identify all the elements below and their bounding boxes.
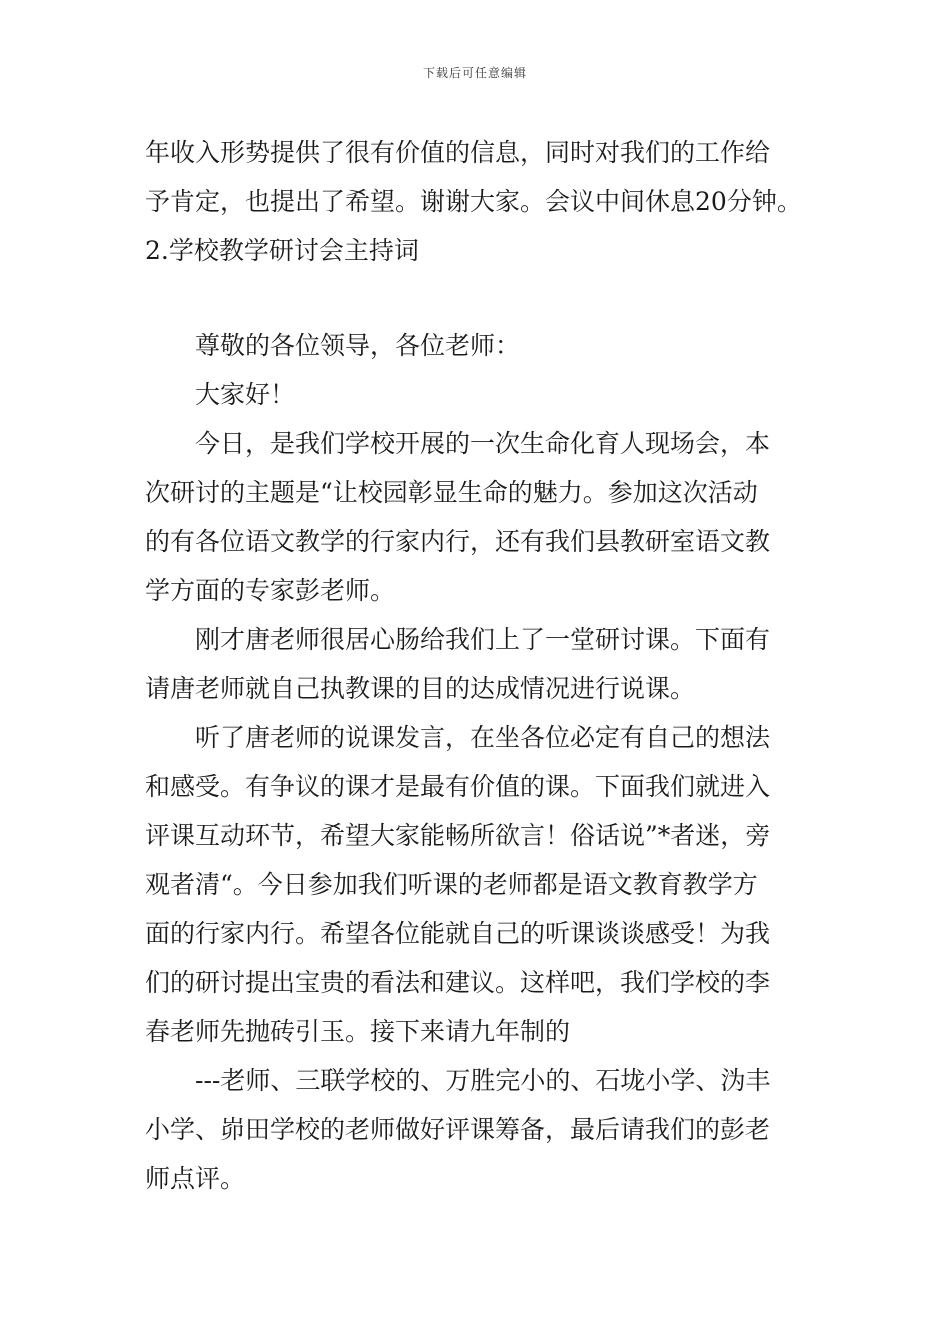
- text-line: 今日，是我们学校开展的一次生命化育人现场会，本: [195, 429, 771, 458]
- text-line: 评课互动环节，希望大家能畅所欲言！俗话说”*者迷，旁: [145, 821, 771, 850]
- greeting-line: 尊敬的各位领导，各位老师：: [195, 331, 521, 360]
- text-line: 面的行家内行。希望各位能就自己的听课谈谈感受！为我: [145, 919, 771, 948]
- text-line: 观者清“。今日参加我们听课的老师都是语文教育教学方: [145, 870, 758, 899]
- text-line: 刚才唐老师很居心肠给我们上了一堂研讨课。下面有: [195, 625, 771, 654]
- document-body: [145, 128, 815, 1203]
- spacer: [145, 275, 815, 321]
- text-line: 春老师先抛砖引玉。接下来请九年制的: [145, 1017, 571, 1046]
- paragraph-2: [145, 615, 815, 713]
- text-line: 请唐老师就自己执教课的目的达成情况进行说课。: [145, 674, 696, 703]
- section-heading: 2.学校教学研讨会主持词: [145, 236, 419, 265]
- text-line: 小学、峁田学校的老师做好评课筹备，最后请我们的彭老: [145, 1115, 771, 1144]
- text-line: 师点评。: [145, 1164, 246, 1193]
- text-line: 予肯定，也提出了希望。谢谢大家。会议中间休息20分钟。: [145, 187, 802, 216]
- paragraph-4: [145, 1056, 815, 1203]
- text-line: 年收入形势提供了很有价值的信息，同时对我们的工作给: [145, 138, 771, 167]
- text-line: 的有各位语文教学的行家内行，还有我们县教研室语文教: [145, 527, 771, 556]
- text-line: 学方面的专家彭老师。: [145, 576, 396, 605]
- paragraph-continuation: [145, 128, 815, 275]
- paragraph-3: [145, 713, 815, 1056]
- text-line: 次研讨的主题是“让校园彰显生命的魅力。参加这次活动: [145, 478, 758, 507]
- page-header: 下载后可任意编辑: [422, 66, 527, 80]
- paragraph-1: [145, 419, 815, 615]
- text-line: 听了唐老师的说课发言，在坐各位必定有自己的想法: [195, 723, 771, 752]
- text-line: 们的研讨提出宝贵的看法和建议。这样吧，我们学校的李: [145, 968, 771, 997]
- text-line: 和感受。有争议的课才是最有价值的课。下面我们就进入: [145, 772, 771, 801]
- hello-line: 大家好！: [195, 380, 296, 409]
- text-line: ---老师、三联学校的、万胜完小的、石垅小学、沩丰: [195, 1066, 771, 1095]
